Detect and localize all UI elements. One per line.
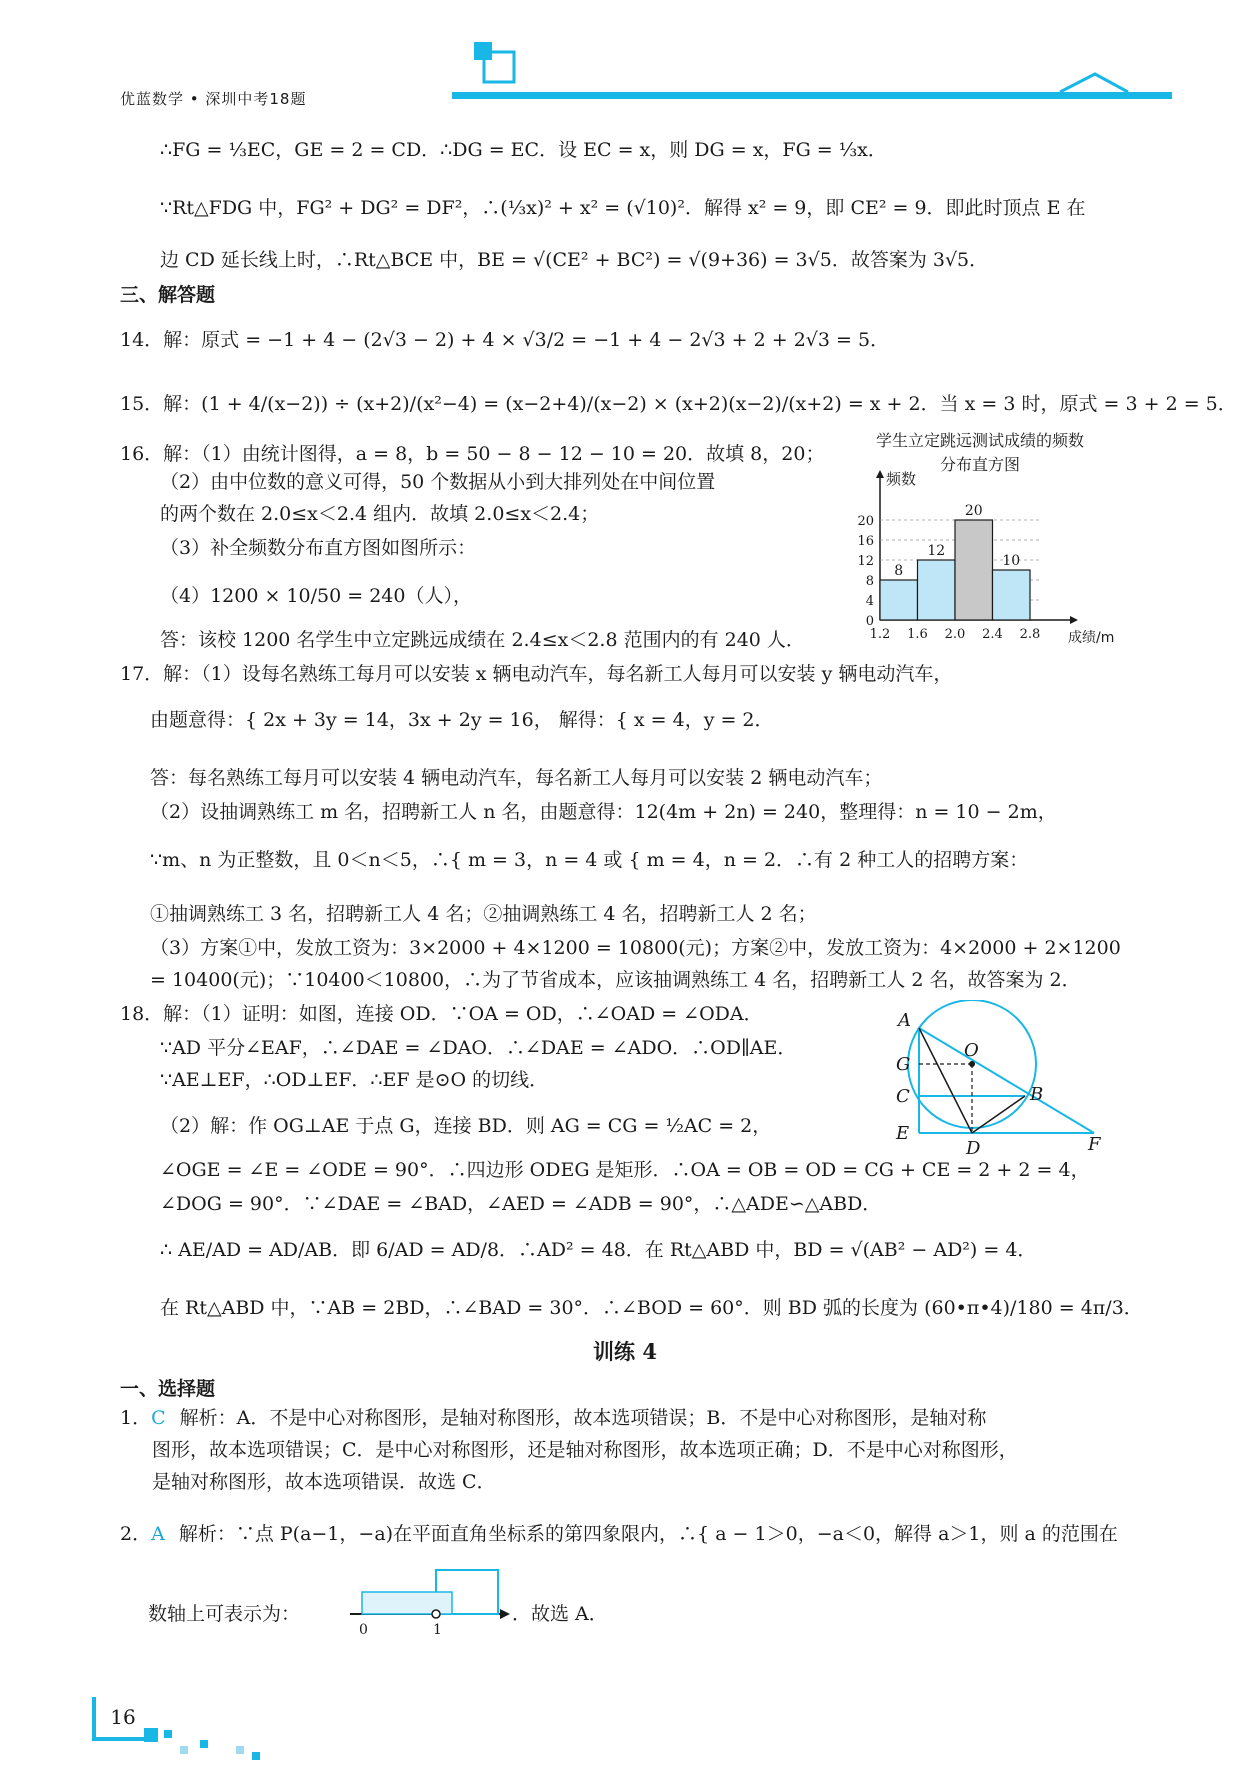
y-axis-title: 频数: [886, 470, 917, 488]
bar-value-label: 12: [927, 543, 946, 559]
section-heading: 一、选择题: [120, 1378, 216, 1400]
answer-15: 15．解：(1 + 4/(x−2)) ÷ (x+2)/(x²−4) = (x−2+4)/(x−2) × (x+2)(x−2)/(x+2) = x + 2．当 x = 3 时，原式 = 3 + 2 = 5．: [120, 393, 1237, 415]
histogram-bar: [880, 580, 918, 620]
y-tick-label: 4: [865, 594, 874, 609]
x-tick-label: 1.2: [869, 627, 891, 642]
answer-18-line2: ∵AD 平分∠EAF，∴∠DAE = ∠DAO．∴∠DAE = ∠ADO．∴OD∥AE．: [160, 1037, 797, 1059]
choice-answer: C: [151, 1407, 166, 1429]
training-title: 训练 4: [593, 1339, 657, 1364]
choice-explanation: 解析：∵点 P(a−1，−a)在平面直角坐标系的第四象限内，∴{ a − 1＞0，−a＜0，解得 a＞1，则 a 的范围在: [178, 1523, 1118, 1545]
answer-16-part1: 16．解：（1）由统计图得，a = 8，b = 50 − 8 − 12 − 10 = 20．故填 8，20；: [120, 443, 825, 465]
label-d: D: [966, 1138, 981, 1159]
number-line-label-0: 0: [359, 1622, 368, 1636]
choice-explanation: 图形，故本选项错误；C．是中心对称图形，还是轴对称图形，故本选项正确；D．不是中心对称图形，: [152, 1439, 1018, 1461]
label-c: C: [896, 1086, 910, 1107]
x-tick-label: 2.0: [944, 627, 966, 642]
answer-17-part2: （2）设抽调熟练工 m 名，招聘新工人 n 名，由题意得：12(4m + 2n) = 240，整理得：n = 10 − 2m，: [150, 801, 1057, 823]
x-axis-title: 成绩/m: [1068, 630, 1115, 646]
answer-17-system: 由题意得：{ 2x + 3y = 14，3x + 2y = 16， 解得：{ x = 4，y = 2．: [150, 709, 774, 731]
answer-17-answer1: 答：每名熟练工每月可以安装 4 辆电动汽车，每名新工人每月可以安装 2 辆电动汽车；: [150, 767, 883, 789]
number-line-arrow: [500, 1609, 510, 1619]
y-axis-arrow: [876, 470, 884, 478]
answer-18-part2: （2）解：作 OG⊥AE 于点 G，连接 BD．则 AG = CG = ½AC = 2，: [160, 1115, 772, 1137]
histogram-bar: [955, 520, 993, 620]
center-point-o: [969, 1061, 975, 1067]
y-tick-label: 0: [865, 614, 874, 629]
answer-18-part1: 18．解：（1）证明：如图，连接 OD．∵OA = OD，∴∠OAD = ∠ODA．: [120, 1003, 763, 1025]
footer-square: [164, 1730, 172, 1738]
header-peak: [1060, 74, 1128, 92]
answer-18-line5: ∠OGE = ∠E = ∠ODE = 90°．∴四边形 ODEG 是矩形．∴OA = OB = OD = CG + CE = 2 + 2 = 4，: [160, 1159, 1090, 1181]
y-tick-label: 8: [865, 574, 874, 589]
x-tick-label: 2.8: [1019, 627, 1041, 642]
x-axis-arrow: [1070, 616, 1078, 624]
footer-square: [180, 1746, 188, 1754]
header-rule: [452, 92, 1172, 99]
bar-value-label: 20: [964, 503, 983, 519]
answer-16-part2: （2）由中位数的意义可得，50 个数据从小到大排列处在中间位置: [160, 471, 716, 493]
answer-16-part4: （4）1200 × 10/50 = 240（人），: [160, 585, 472, 607]
text-line: 边 CD 延长线上时，∴Rt△BCE 中，BE = √(CE² + BC²) = √(9+36) = 3√5．故答案为 3√5．: [160, 249, 989, 271]
choice-number: 1．: [120, 1407, 152, 1429]
label-f: F: [1088, 1134, 1101, 1155]
label-b: B: [1030, 1084, 1044, 1105]
footer-decoration: [140, 1700, 300, 1760]
number-line-label-1: 1: [433, 1622, 442, 1636]
bar-value-label: 10: [1002, 553, 1021, 569]
label-e: E: [896, 1123, 910, 1144]
answer-18-line7: ∴ AE/AD = AD/AB．即 6/AD = AD/8．∴AD² = 48．在 Rt△ABD 中，BD = √(AB² − AD²) = 4．: [160, 1239, 1037, 1261]
text-line: ∴FG = ⅓EC，GE = 2 = CD．∴DG = EC．设 EC = x，则 DG = x，FG = ⅓x．: [160, 139, 887, 161]
choice-number: 2．: [120, 1523, 152, 1545]
number-line-open-point: [432, 1610, 440, 1618]
y-tick-label: 20: [857, 514, 874, 529]
y-tick-label: 16: [857, 534, 874, 549]
histogram-bar: [993, 570, 1031, 620]
footer-square: [252, 1752, 260, 1760]
footer-square: [200, 1740, 208, 1748]
running-header: 优蓝数学 • 深圳中考18题: [120, 90, 307, 108]
x-tick-label: 1.6: [907, 627, 928, 642]
answer-17-plans: ①抽调熟练工 3 名，招聘新工人 4 名；②抽调熟练工 4 名，招聘新工人 2 名；: [150, 903, 817, 925]
histogram-bar: [918, 560, 956, 620]
choice-explanation: 是轴对称图形，故本选项错误．故选 C．: [152, 1471, 496, 1493]
answer-16-part3: （3）补全频数分布直方图如图所示：: [160, 537, 477, 559]
answer-18-line3: ∵AE⊥EF，∴OD⊥EF．∴EF 是⊙O 的切线．: [160, 1069, 549, 1091]
label-a: A: [898, 1010, 911, 1031]
answer-18-line8: 在 Rt△ABD 中，∵AB = 2BD，∴∠BAD = 30°．∴∠BOD = 60°．则 BD 弧的长度为 (60•π•4)/180 = 4π/3．: [160, 1297, 1143, 1319]
text-line: ∵Rt△FDG 中，FG² + DG² = DF²，∴(⅓x)² + x² = (√10)²．解得 x² = 9，即 CE² = 9．即此时顶点 E 在: [160, 197, 1086, 219]
line-bd: [972, 1096, 1025, 1133]
numberline-intro: 数轴上可表示为：: [148, 1603, 301, 1625]
y-tick-label: 12: [857, 554, 874, 569]
answer-14: 14．解：原式 = −1 + 4 − (2√3 − 2) + 4 × √3/2 = −1 + 4 − 2√3 + 2 + 2√3 = 5．: [120, 329, 890, 351]
chart-title-line1: 学生立定跳远测试成绩的频数: [875, 431, 1084, 450]
answer-17-integer: ∵m、n 为正整数，且 0＜n＜5，∴{ m = 3，n = 4 或 { m = 4，n = 2．∴有 2 种工人的招聘方案：: [150, 849, 1029, 871]
footer-square: [236, 1746, 244, 1754]
x-tick-label: 2.4: [982, 627, 1003, 642]
label-o: O: [964, 1040, 979, 1061]
answer-16-part2b: 的两个数在 2.0≤x＜2.4 组内．故填 2.0≤x＜2.4；: [160, 503, 600, 525]
numberline-conclusion: ．故选 A．: [512, 1603, 608, 1625]
answer-16-conclusion: 答：该校 1200 名学生中立定跳远成绩在 2.4≤x＜2.8 范围内的有 240 人．: [160, 629, 805, 651]
choice-explanation: 解析：A．不是中心对称图形，是轴对称图形，故本选项错误；B．不是中心对称图形，是轴对称: [179, 1407, 987, 1429]
frequency-histogram: [820, 470, 1140, 650]
label-g: G: [896, 1054, 911, 1075]
choice-answer: A: [151, 1523, 165, 1545]
page-number: 16: [92, 1697, 150, 1741]
answer-17-part1: 17．解：（1）设每名熟练工每月可以安装 x 辆电动汽车，每名新工人每月可以安装 y 辆电动汽车，: [120, 663, 953, 685]
geometry-figure: [880, 1000, 1120, 1160]
footer-square: [144, 1728, 158, 1742]
answer-17-part3: （3）方案①中，发放工资为：3×2000 + 4×1200 = 10800(元)；方案②中，发放工资为：4×2000 + 2×1200: [150, 937, 1121, 959]
bar-value-label: 8: [894, 563, 904, 579]
section-heading: 三、解答题: [120, 284, 216, 306]
answer-17-part3b: = 10400(元)；∵10400＜10800，∴为了节省成本，应该抽调熟练工 4 名，招聘新工人 2 名，故答案为 2．: [150, 969, 1081, 991]
chart-title-line2: 分布直方图: [939, 455, 1020, 474]
answer-18-line6: ∠DOG = 90°．∵∠DAE = ∠BAD，∠AED = ∠ADB = 90°，∴△ADE∽△ABD．: [160, 1193, 882, 1215]
